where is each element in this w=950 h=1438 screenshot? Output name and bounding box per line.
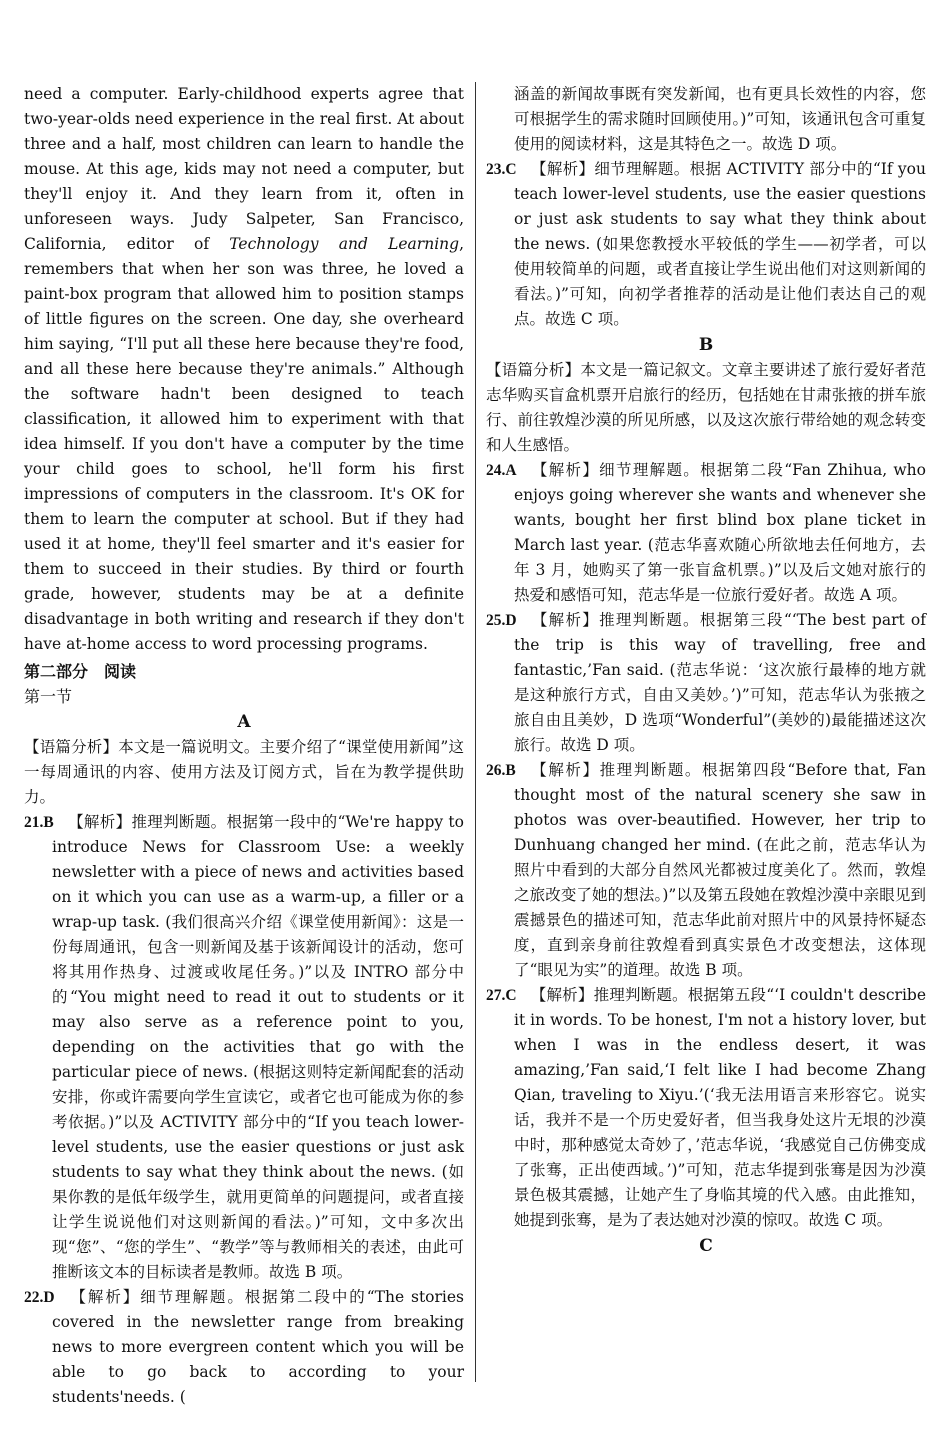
q26-answer: B xyxy=(505,762,516,779)
analysis-a: 【语篇分析】本文是一篇说明文。主要介绍了“课堂使用新闻”这一每周通讯的内容、使用方法及订阅方式，旨在为教学提供助力。 xyxy=(24,738,464,806)
q25-answer: D xyxy=(505,612,517,629)
part-heading: 第二部分 阅读 xyxy=(24,662,137,681)
passage-b-label: B xyxy=(698,335,714,355)
q21-answer: B xyxy=(43,814,54,831)
question-22-continued: 涵盖的新闻故事既有突发新闻，也有更具长效性的内容，您可根据学生的需求随时回顾使用。)”可知，该通讯包含可重复使用的阅读材料，这是其特色之一。故选 D 项。 xyxy=(514,85,926,153)
intro-paragraph xyxy=(24,82,464,657)
question-22 xyxy=(24,1285,464,1410)
q25-text: 【解析】推理判断题。根据第三段“‘The best part of the trip is this way of travelling, free and fantastic,’Fan said. (范志华说：‘这次旅行最棒的地方就是这种旅行方式，自由又美妙。’)”可知，范志华认为张掖之旅自由且美妙，D 选项“Wonderful”(美妙的)最能描述这次旅行。故选 D 项。 xyxy=(514,611,926,754)
question-23 xyxy=(486,157,926,332)
question-21 xyxy=(24,810,464,1285)
q22-answer: D xyxy=(43,1289,55,1306)
intro-text-2: , remembers that when her son was three, he loved a paint-box program that allowed him to position stamps of little figures on the screen. One day, she overheard him saying, “I'll put all these here because they're food, and all these here because they're animals.” Although the software hadn't been designed to teach classification, it allowed him to experiment with that idea himself. If you don't have a computer by the time your child goes to school, he'll form his first impressions of computers in the classroom. It's OK for them to learn the computer at school. But if they had used it at home, they'll feel smarter and it's easier for them to succeed in their studies. By third or fourth grade, however, students may be at a definite disadvantage in both writing and research if they don't have at-home access to word processing programs. xyxy=(24,235,464,653)
q26-text: 【解析】推理判断题。根据第四段“Before that, Fan thought most of the natural scenery she saw in photos was over-beautified. However, her trip to Dunhuang changed her mind. (在此之前，范志华认为照片中看到的大部分自然风光都被过度美化了。然而，敦煌之旅改变了她的想法。)”以及第五段她在敦煌沙漠中亲眼见到震撼景色的描述可知，范志华此前对照片中的风景持怀疑态度，直到亲身前往敦煌看到真实景色才改变想法，这体现了“眼见为实”的道理。故选 B 项。 xyxy=(514,761,926,979)
intro-text: need a computer. Early-childhood experts agree that two-year-olds need experience in the real first. At about three and a half, most children can learn to handle the mouse. At this age, kids may not need a computer, but they'll enjoy it. And they learn from it, often in unforeseen ways. Judy Salpeter, San Francisco, California, editor of xyxy=(24,85,464,253)
question-25 xyxy=(486,608,926,758)
question-26 xyxy=(486,758,926,983)
q22-text: 【解析】细节理解题。根据第二段中的“The stories covered in the newsletter range from breaking news to more evergreen content which you will be able to go back to according to your students'needs. ( xyxy=(52,1288,464,1406)
q21-text: 【解析】推理判断题。根据第一段中的“We're happy to introduce News for Classroom Use: a weekly newsletter with a piece of news and activities based on it which you can use as a warm-up, a filler or a wrap-up task. (我们很高兴介绍《课堂使用新闻》：这是一份每周通讯，包含一则新闻及基于该新闻设计的活动，您可将其用作热身、过渡或收尾任务。)”以及 INTRO 部分中的“You might need to read it out to students or it may also serve as a reference point to you, depending on the activities that go with the particular piece of news. (根据这则特定新闻配套的活动安排，你或许需要向学生宣读它，或者它也可能成为你的参考依据。)”以及 ACTIVITY 部分中的“If you teach lower-level students, use the easier questions or just ask students to say what they think about the news. (如果你教的是低年级学生，就用更简单的问题提问，或者直接让学生说说他们对这则新闻的看法。)”可知，文中多次出现“您”、“您的学生”、“教学”等与教师相关的表述，由此可推断该文本的目标读者是教师。故选 B 项。 xyxy=(52,813,464,1281)
left-column xyxy=(24,82,464,1410)
q24-answer: A xyxy=(505,462,517,479)
q23-number: 23. xyxy=(486,161,506,178)
passage-a-label: A xyxy=(237,712,251,732)
column-divider xyxy=(475,82,476,1382)
q24-number: 24. xyxy=(486,462,506,479)
analysis-b: 【语篇分析】本文是一篇记叙文。文章主要讲述了旅行爱好者范志华购买盲盒机票开启旅行的经历，包括她在甘肃张掖的拼车旅行、前往敦煌沙漠的所见所感，以及这次旅行带给她的观念转变和人生感悟。 xyxy=(486,361,926,454)
q22-number: 22. xyxy=(24,1289,44,1306)
question-27 xyxy=(486,983,926,1233)
q26-number: 26. xyxy=(486,762,506,779)
q21-number: 21. xyxy=(24,814,44,831)
q27-number: 27. xyxy=(486,987,506,1004)
passage-c-label: C xyxy=(699,1236,713,1256)
q23-answer: C xyxy=(505,161,517,178)
question-24 xyxy=(486,458,926,608)
q25-number: 25. xyxy=(486,612,506,629)
right-column xyxy=(486,82,926,1259)
intro-italic-title: Technology and Learning xyxy=(229,235,460,253)
q27-answer: C xyxy=(505,987,517,1004)
section-heading: 第一节 xyxy=(24,687,73,706)
q27-text: 【解析】推理判断题。根据第五段“‘I couldn't describe it in words. To be honest, I'm not a history lover, but when I was in the endless desert, it was amazing,’Fan said,‘I felt like I had become Zhang Qian, traveling to Xiyu.’(‘我无法用语言来形容它。说实话，我并不是一个历史爱好者，但当我身处这片无垠的沙漠中时，那种感觉太奇妙了，’范志华说，‘我感觉自己仿佛变成了张骞，正出使西域。’)”可知，范志华提到张骞是因为沙漠景色极其震撼，让她产生了身临其境的代入感。由此推知，她提到张骞，是为了表达她对沙漠的惊叹。故选 C 项。 xyxy=(514,986,926,1229)
q23-text: 【解析】细节理解题。根据 ACTIVITY 部分中的“If you teach lower-level students, use the easier questions or just ask students to say what they think about the news. (如果您教授水平较低的学生——初学者，可以使用较简单的问题，或者直接让学生说出他们对这则新闻的看法。)”可知，向初学者推荐的活动是让他们表达自己的观点。故选 C 项。 xyxy=(514,160,926,328)
q24-text: 【解析】细节理解题。根据第二段“Fan Zhihua, who enjoys going wherever she wants and whenever she wants, bought her first blind box plane ticket in March last year. (范志华喜欢随心所欲地去任何地方，去年 3 月，她购买了第一张盲盒机票。)”以及后文她对旅行的热爱和感悟可知，范志华是一位旅行爱好者。故选 A 项。 xyxy=(514,461,926,604)
